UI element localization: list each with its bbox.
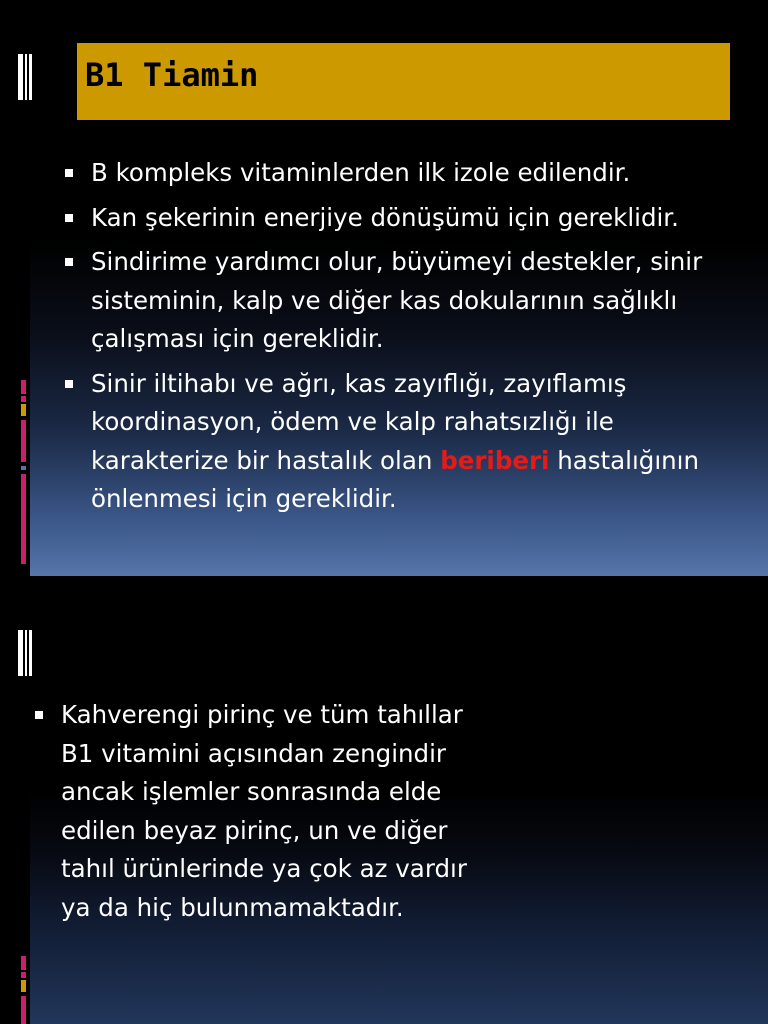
bullet-text: Kan şekerinin enerjiye dönüşümü için gereklidir. — [91, 202, 679, 232]
list-item — [91, 365, 731, 519]
bullet-list — [91, 154, 731, 525]
bullet-square-icon — [65, 380, 73, 388]
bullet-text: hastalığının önlenmesi için gereklidir. — [91, 445, 700, 513]
decorative-bars — [18, 54, 32, 100]
left-decoration — [0, 0, 30, 576]
bullet-square-icon — [65, 214, 73, 222]
left-decoration — [0, 576, 30, 1024]
bullet-text: B kompleks vitaminlerden ilk izole edilendir. — [91, 158, 631, 187]
decorative-stripe — [21, 380, 26, 576]
bullet-square-icon — [65, 169, 73, 177]
list-item — [91, 199, 731, 238]
list-item — [61, 696, 481, 927]
slide-title: B1 Tiamin — [85, 56, 259, 94]
highlight-term: beriberi — [440, 445, 550, 475]
bullet-square-icon — [35, 711, 43, 719]
bullet-text: Sindirime yardımcı olur, büyümeyi destekler, sinir sisteminin, kalp ve diğer kas dokularının sağlıklı çalışması için gereklidir. — [91, 247, 703, 353]
bullet-text: Kahverengi pirinç ve tüm tahıllar B1 vitamini açısından zengindir ancak işlemler sonrasında elde edilen beyaz pirinç, un ve diğer tahıl ürünlerinde ya çok az vardır ya da hiç bulunmamaktadır. — [61, 700, 467, 922]
list-item — [91, 243, 731, 359]
bullet-square-icon — [65, 258, 73, 266]
bullet-text: Sinir iltihabı ve ağrı, kas zayıflığı, zayıflamış koordinasyon, ödem ve kalp rahatsızlığı ile karakterize bir hastalık olan — [91, 368, 627, 475]
bullet-list — [61, 696, 481, 927]
list-item — [91, 154, 731, 193]
decorative-bars — [18, 630, 32, 676]
decorative-stripe — [21, 956, 26, 1024]
title-bar — [77, 43, 730, 120]
